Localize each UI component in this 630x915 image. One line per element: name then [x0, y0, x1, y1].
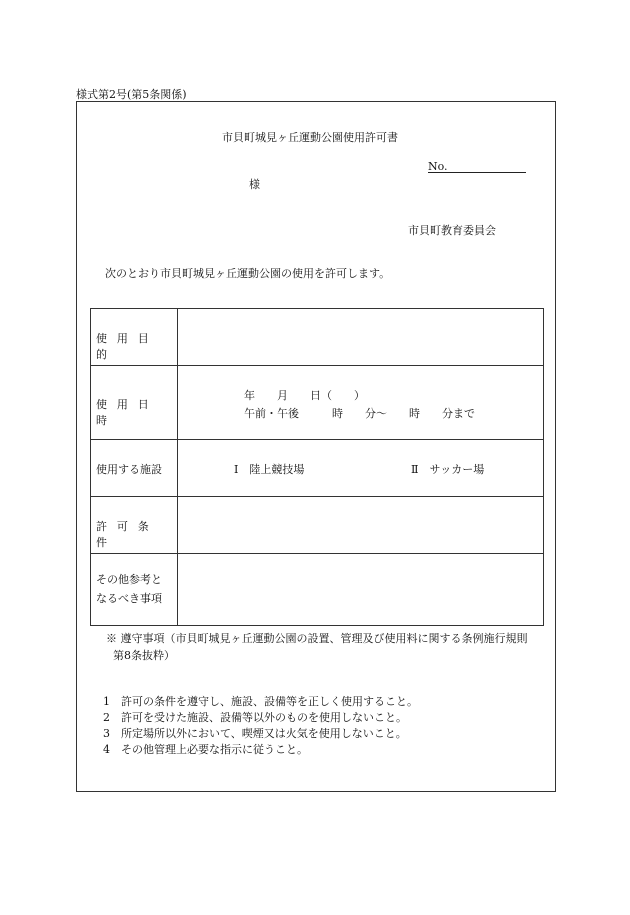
- issuer-name: 市貝町教育委員会: [408, 224, 496, 237]
- purpose-label: 使用目的: [96, 332, 159, 361]
- number-field-line: [428, 172, 526, 173]
- rule-item: 3 所定場所以外において、喫煙又は火気を使用しないこと。: [103, 727, 407, 740]
- time-line: 午前・午後 時 分～ 時 分まで: [244, 407, 475, 420]
- notes-heading-line1: ※ 遵守事項（市貝町城見ヶ丘運動公園の設置、管理及び使用料に関する条例施行規則: [106, 632, 528, 645]
- facility-label: 使用する施設: [96, 463, 162, 476]
- rule-item: 2 許可を受けた施設、設備等以外のものを使用しないこと。: [103, 711, 407, 724]
- form-number: 様式第2号(第5条関係): [76, 88, 187, 101]
- rule-item: 4 その他管理上必要な指示に従うこと。: [103, 743, 308, 756]
- facility-row: [91, 439, 543, 497]
- facility-option-1: Ⅰ 陸上競技場: [234, 463, 305, 476]
- intro-text: 次のとおり市貝町城見ヶ丘運動公園の使用を許可します。: [105, 267, 391, 280]
- purpose-row: [91, 309, 543, 365]
- date-line: 年 月 日（ ）: [244, 389, 365, 402]
- other-label-line1: その他参考と: [96, 573, 162, 586]
- other-label-line2: なるべき事項: [96, 592, 162, 605]
- number-label: No.: [428, 160, 448, 173]
- rule-item: 1 許可の条件を遵守し、施設、設備等を正しく使用すること。: [103, 695, 418, 708]
- datetime-label: 使用日時: [96, 398, 159, 427]
- facility-option-2: Ⅱ サッカー場: [411, 463, 485, 476]
- conditions-label: 許可条件: [96, 520, 159, 549]
- datetime-row: [91, 365, 543, 440]
- notes-heading-line2: 第8条抜粋）: [113, 649, 175, 662]
- addressee-suffix: 様: [249, 178, 260, 191]
- form-title: 市貝町城見ヶ丘運動公園使用許可書: [222, 131, 398, 144]
- permit-table: [90, 308, 544, 626]
- other-row: [91, 553, 543, 626]
- conditions-row: [91, 496, 543, 554]
